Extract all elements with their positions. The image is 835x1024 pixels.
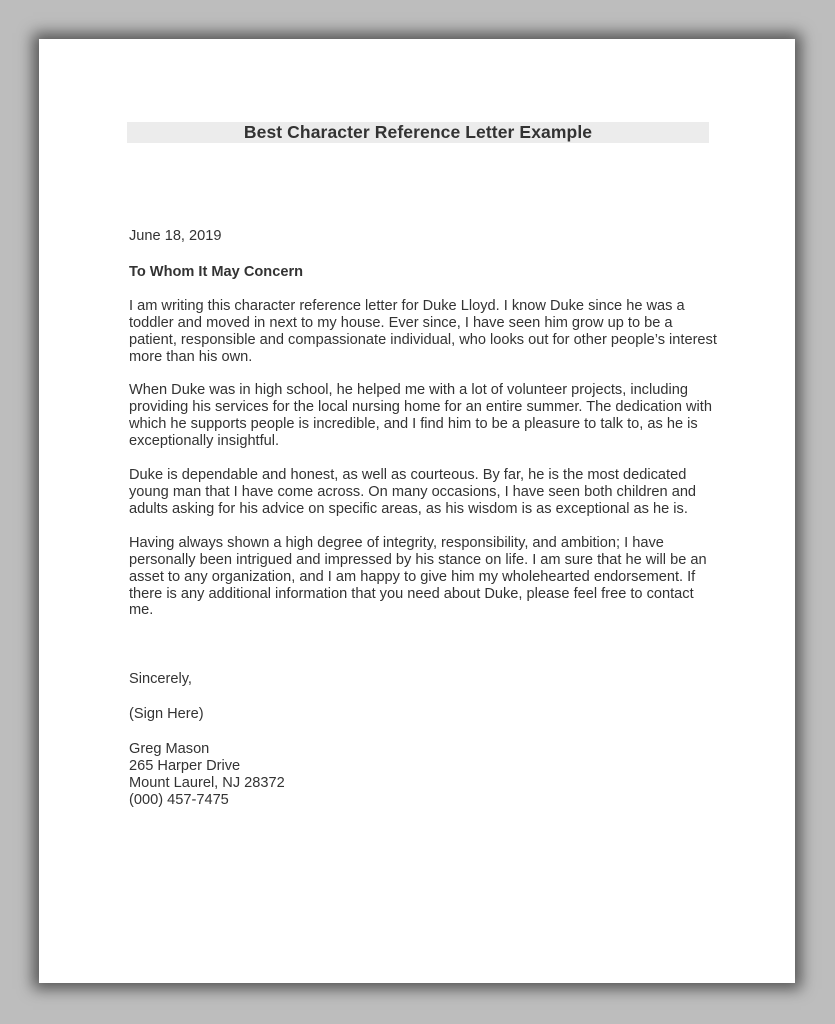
letter-closing: Sincerely, bbox=[129, 671, 192, 688]
letter-body bbox=[129, 228, 719, 809]
sender-name: Greg Mason bbox=[129, 741, 210, 758]
letter-paragraph: Having always shown a high degree of integrity, responsibility, and ambition; I have personally been intrigued and impressed by his stance on life. I am sure that he will be an asset to any organization, and I am happy to give him my wholehearted endorsement. If there is any additional information that you need about Duke, please feel free to contact me. bbox=[129, 534, 707, 619]
letter-date: June 18, 2019 bbox=[129, 228, 222, 244]
sender-phone: (000) 457-7475 bbox=[129, 791, 229, 808]
title-banner bbox=[127, 122, 709, 143]
letter-page bbox=[39, 39, 795, 983]
letter-paragraph: Duke is dependable and honest, as well as courteous. By far, he is the most dedicated young man that I have come across. On many occasions, I have seen both children and adults asking for his advice on specific areas, as his wisdom is as exceptional as he is. bbox=[129, 467, 697, 517]
sender-block bbox=[129, 741, 719, 809]
letter-paragraph: I am writing this character reference letter for Duke Lloyd. I know Duke since he was a toddler and moved in next to my house. Ever since, I have seen him grow up to be a patient, responsible and compassionate individual, who looks out for other people’s interest more than his own. bbox=[129, 297, 717, 365]
signature-placeholder: (Sign Here) bbox=[129, 706, 204, 723]
sender-street: 265 Harper Drive bbox=[129, 758, 241, 775]
letter-salutation: To Whom It May Concern bbox=[129, 263, 304, 280]
document-title: Best Character Reference Letter Example bbox=[243, 122, 593, 142]
letter-paragraph: When Duke was in high school, he helped me with a lot of volunteer projects, including providing his services for the local nursing home for an entire summer. The dedication with which he supports people is incredible, and I find him to be a pleasure to talk to, as he is exceptionally insightful. bbox=[129, 382, 712, 450]
sender-city-state-zip: Mount Laurel, NJ 28372 bbox=[129, 774, 285, 791]
